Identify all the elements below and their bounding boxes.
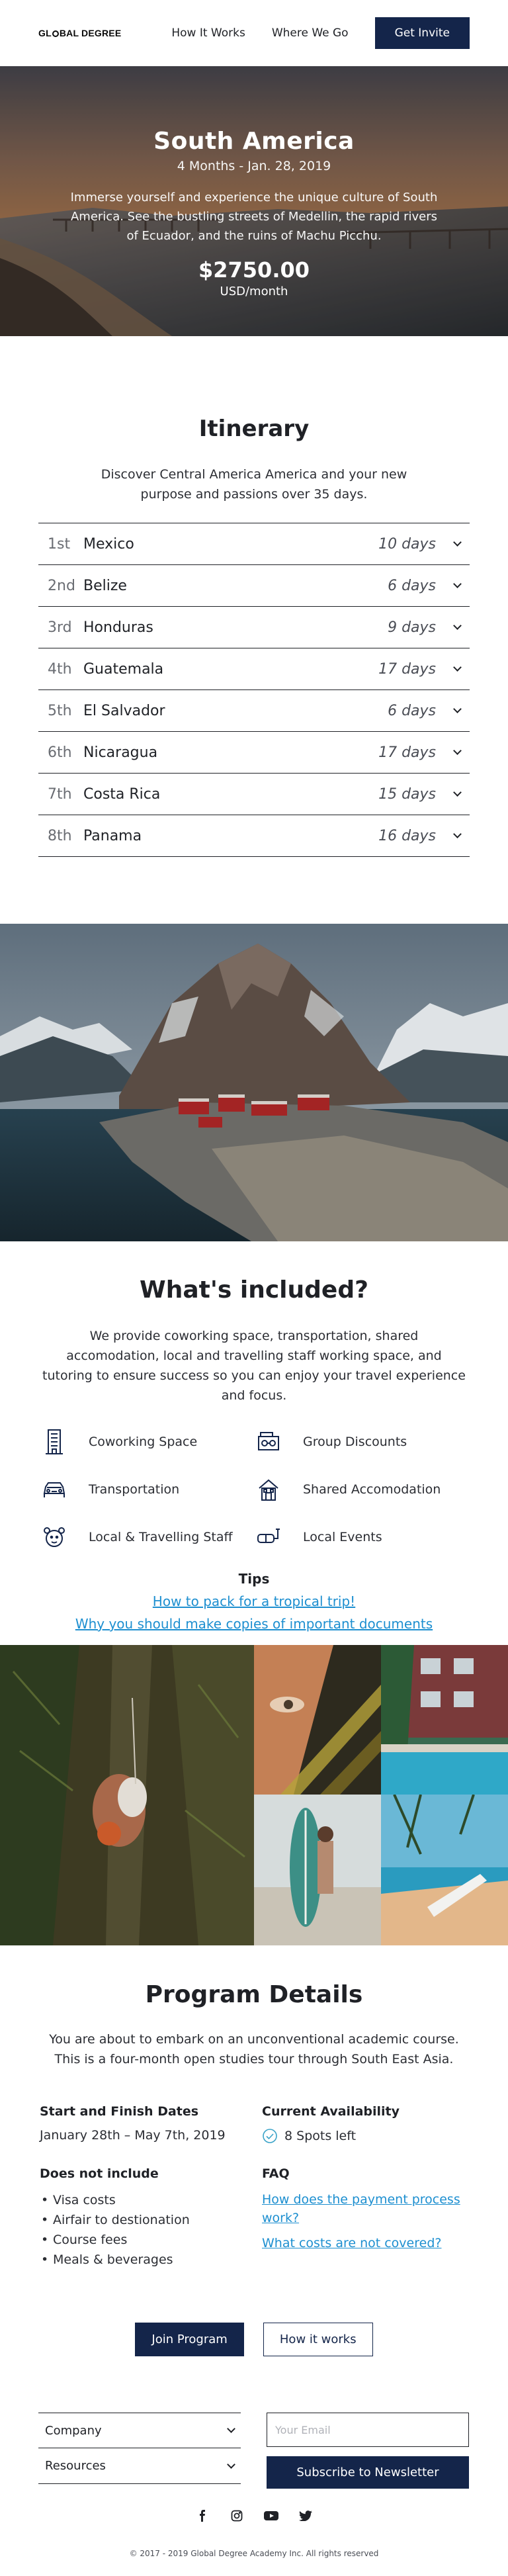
program-buttons <box>0 2323 508 2356</box>
itinerary-days: 16 days <box>378 827 436 844</box>
itinerary-country: Mexico <box>83 535 134 553</box>
hero-title: South America <box>153 128 355 155</box>
footer-dropdowns <box>38 2413 241 2484</box>
chevron-down-icon[interactable] <box>453 788 462 797</box>
tip-link-packing[interactable]: How to pack for a tropical trip! <box>152 1593 356 1609</box>
list-item: • Course fees <box>40 2230 262 2250</box>
itinerary-order: 2nd <box>48 577 75 594</box>
logo-text-start: GL <box>38 28 52 38</box>
nav-how-it-works[interactable]: How It Works <box>171 26 245 40</box>
chevron-down-icon[interactable] <box>453 621 462 630</box>
itinerary-row[interactable] <box>38 607 470 648</box>
not-include-title: Does not include <box>40 2166 159 2181</box>
faq-title: FAQ <box>262 2166 290 2181</box>
itinerary-country: Costa Rica <box>83 785 161 803</box>
chevron-down-icon[interactable] <box>453 830 462 838</box>
program-details-section <box>0 1945 508 2376</box>
feature-label: Group Discounts <box>303 1435 407 1449</box>
itinerary-country: Honduras <box>83 619 153 636</box>
faq-link-costs[interactable]: What costs are not covered? <box>262 2236 442 2250</box>
list-item: • Airfair to destionation <box>40 2210 262 2230</box>
availability-status <box>262 2128 470 2144</box>
chevron-down-icon[interactable] <box>453 746 462 755</box>
itinerary-order: 8th <box>48 827 72 844</box>
gallery-photo-portrait <box>254 1645 381 1795</box>
itinerary-row[interactable] <box>38 732 470 774</box>
faq-column <box>262 2166 470 2270</box>
building-icon <box>40 1427 69 1456</box>
itinerary-days: 6 days <box>388 577 436 594</box>
feature-item <box>40 1473 254 1506</box>
itinerary-row[interactable] <box>38 690 470 732</box>
itinerary-country: Belize <box>83 577 127 594</box>
main-nav <box>171 17 470 49</box>
itinerary-country: Guatemala <box>83 660 164 678</box>
how-it-works-button[interactable]: How it works <box>263 2323 373 2356</box>
chevron-down-icon[interactable] <box>453 580 462 588</box>
program-intro: You are about to embark on an unconventional academic course. This is a four-month open studies tour through South East Asia. <box>49 2032 459 2066</box>
twitter-icon[interactable] <box>298 2508 314 2524</box>
program-title: Program Details <box>145 1981 363 2008</box>
feature-label: Coworking Space <box>89 1435 198 1449</box>
chevron-down-icon[interactable] <box>453 538 462 547</box>
feature-label: Local Events <box>303 1530 382 1544</box>
itinerary-row[interactable] <box>38 523 470 565</box>
newsletter-form <box>267 2413 469 2489</box>
itinerary-days: 17 days <box>378 744 436 761</box>
nav-where-we-go[interactable]: Where We Go <box>271 26 349 40</box>
availability-column <box>262 2104 470 2144</box>
hero-description: Immerse yourself and experience the unique culture of South America. See the bustling streets of Medellin, the rapid rivers of Ecuador, and the ruins of Machu Picchu. <box>70 191 438 243</box>
chevron-down-icon[interactable] <box>453 705 462 713</box>
itinerary-section <box>0 336 508 924</box>
availability-title: Current Availability <box>262 2104 400 2119</box>
gallery-photo-pool <box>381 1645 508 1795</box>
features-grid <box>40 1425 468 1554</box>
not-include-column <box>40 2166 262 2270</box>
availability-value: 8 Spots left <box>284 2129 357 2143</box>
resources-dropdown[interactable] <box>38 2448 241 2484</box>
subscribe-button[interactable]: Subscribe to Newsletter <box>267 2456 469 2489</box>
included-section <box>0 1241 508 1645</box>
itinerary-row[interactable] <box>38 648 470 690</box>
itinerary-days: 17 days <box>378 660 436 678</box>
logo-text-end: BAL DEGREE <box>59 28 122 38</box>
itinerary-country: El Salvador <box>83 702 165 719</box>
hero-section <box>0 66 508 336</box>
hero-price: $2750.00 <box>198 257 310 283</box>
logo[interactable] <box>38 28 121 38</box>
feature-label: Transportation <box>89 1482 180 1497</box>
mountain-village-illustration <box>0 924 508 1241</box>
photo-gallery <box>0 1645 508 1945</box>
feature-item <box>254 1425 468 1458</box>
mountain-village-image <box>0 924 508 1241</box>
itinerary-order: 7th <box>48 785 72 803</box>
itinerary-row[interactable] <box>38 774 470 815</box>
itinerary-order: 5th <box>48 702 72 719</box>
list-item: • Visa costs <box>40 2190 262 2210</box>
feature-label: Local & Travelling Staff <box>89 1530 233 1544</box>
itinerary-intro: Discover Central America America and your new purpose and passions over 35 days. <box>101 467 407 502</box>
dates-title: Start and Finish Dates <box>40 2104 199 2119</box>
site-footer <box>0 2376 508 2576</box>
staff-bear-icon <box>40 1523 69 1552</box>
facebook-icon[interactable] <box>194 2508 210 2524</box>
car-icon <box>40 1475 69 1504</box>
not-include-list <box>40 2190 262 2270</box>
program-columns <box>40 2104 470 2270</box>
itinerary-order: 6th <box>48 744 72 761</box>
itinerary-row[interactable] <box>38 565 470 607</box>
itinerary-order: 3rd <box>48 619 72 636</box>
dropdown-label: Resources <box>45 2459 106 2473</box>
check-circle-icon <box>262 2128 278 2144</box>
feature-item <box>254 1521 468 1554</box>
chevron-down-icon[interactable] <box>453 663 462 672</box>
join-program-button[interactable]: Join Program <box>135 2323 243 2356</box>
itinerary-country: Panama <box>83 827 142 844</box>
gallery-photo-surfer <box>254 1795 381 1945</box>
itinerary-country: Nicaragua <box>83 744 158 761</box>
feature-label: Shared Accomodation <box>303 1482 441 1497</box>
tip-link-documents[interactable]: Why you should make copies of important documents <box>75 1616 433 1632</box>
hero-dates: 4 Months - Jan. 28, 2019 <box>177 159 331 173</box>
gallery-photo-climber <box>0 1645 254 1945</box>
hero-price-unit: USD/month <box>220 285 288 298</box>
dates-value: January 28th – May 7th, 2019 <box>40 2128 226 2143</box>
itinerary-title: Itinerary <box>198 416 310 442</box>
house-icon <box>254 1475 283 1504</box>
itinerary-list <box>38 523 470 857</box>
itinerary-days: 6 days <box>388 702 436 719</box>
included-intro: We provide coworking space, transportation, shared accomodation, local and travelling staff working space, and tutoring to ensure success so you can enjoy your travel experience and focus. <box>42 1329 466 1403</box>
globe-icon <box>52 30 59 37</box>
email-input[interactable] <box>267 2413 469 2447</box>
faq-link-payment[interactable]: How does the payment process work? <box>262 2192 460 2225</box>
tips-title: Tips <box>238 1571 270 1587</box>
snorkel-mask-icon <box>254 1523 283 1552</box>
list-item: • Meals & beverages <box>40 2250 262 2270</box>
dropdown-label: Company <box>45 2423 102 2438</box>
instagram-icon[interactable] <box>229 2508 245 2524</box>
itinerary-row[interactable] <box>38 815 470 857</box>
feature-item <box>40 1521 254 1554</box>
itinerary-order: 1st <box>48 535 71 553</box>
included-title: What's included? <box>140 1276 368 1304</box>
feature-item <box>40 1425 254 1458</box>
company-dropdown[interactable] <box>38 2413 241 2448</box>
itinerary-days: 9 days <box>388 619 436 636</box>
get-invite-button[interactable]: Get Invite <box>375 17 470 49</box>
itinerary-order: 4th <box>48 660 72 678</box>
youtube-icon[interactable] <box>263 2508 279 2524</box>
social-links <box>0 2508 508 2524</box>
chevron-down-icon <box>227 2460 235 2469</box>
itinerary-days: 15 days <box>378 785 436 803</box>
gallery-photo-beach <box>381 1795 508 1945</box>
feature-item <box>254 1473 468 1506</box>
itinerary-days: 10 days <box>378 535 436 553</box>
dates-column <box>40 2104 262 2144</box>
site-header <box>0 0 508 66</box>
tickets-icon <box>254 1427 283 1456</box>
copyright-text: © 2017 - 2019 Global Degree Academy Inc. All rights reserved <box>129 2549 379 2558</box>
chevron-down-icon <box>227 2424 235 2433</box>
